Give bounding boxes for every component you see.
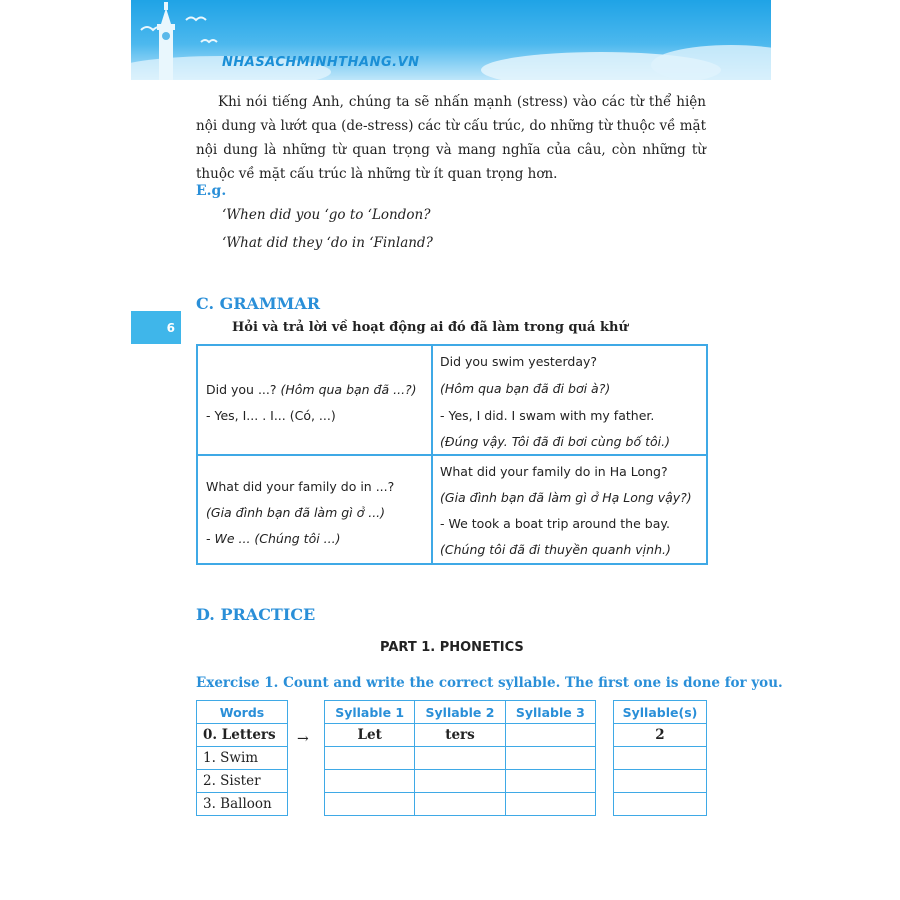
intro-paragraph — [196, 90, 706, 186]
publisher-brand: NHASACHMINHTHANG.VN — [222, 55, 420, 70]
syllable-cell: ters — [415, 724, 505, 747]
syllable-cell[interactable] — [505, 793, 595, 816]
exercise-title: Exercise 1. Count and write the correct syllable. The first one is done for you. — [196, 675, 783, 691]
syllable-header: Syllable 2 — [415, 701, 505, 724]
intro-text: Khi nói tiếng Anh, chúng ta sẽ nhấn mạnh (stress) vào các từ thể hiện nội dung và lướt qua (de-stress) các từ cấu trúc, do những từ thuộc về mặt nội dung là những từ quan trọng và mang nghĩa của câu, còn những từ thuộc về mặt cấu trúc là những từ ít quan trọng hơn. — [196, 94, 706, 182]
grammar-subtitle: Hỏi và trả lời về hoạt động ai đó đã làm trong quá khứ — [232, 320, 628, 335]
syllable-cell: Let — [325, 724, 415, 747]
grammar-cell-line: (Chúng tôi đã đi thuyền quanh vịnh.) — [440, 542, 671, 557]
count-cell: 2 — [614, 724, 707, 747]
syllable-cell[interactable] — [325, 747, 415, 770]
grammar-cell-line: Did you swim yesterday? — [440, 354, 598, 369]
syllable-cell[interactable] — [325, 793, 415, 816]
syllable-cell[interactable] — [505, 770, 595, 793]
count-cell[interactable] — [614, 770, 707, 793]
page-number-tab: 6 — [131, 311, 181, 344]
grammar-cell-line: - Yes, I did. I swam with my father. — [440, 408, 655, 423]
count-header: Syllable(s) — [614, 701, 707, 724]
syllables-table — [324, 700, 596, 816]
words-header: Words — [197, 701, 288, 724]
grammar-cell-line: (Hôm qua bạn đã đi bơi à?) — [440, 381, 611, 396]
word-cell: 3. Balloon — [197, 793, 288, 816]
example-line: ‘When did you ‘go to ‘London? — [222, 207, 431, 223]
grammar-cell-line: - Yes, I... . I... (Có, ...) — [206, 408, 336, 423]
count-cell[interactable] — [614, 747, 707, 770]
syllable-header: Syllable 1 — [325, 701, 415, 724]
syllable-cell[interactable] — [325, 770, 415, 793]
arrow-icon: → — [297, 731, 309, 747]
practice-title: D. PRACTICE — [196, 605, 316, 624]
grammar-cell-line: - We ... (Chúng tôi ...) — [206, 531, 341, 546]
syllable-cell[interactable] — [505, 747, 595, 770]
grammar-cell-line: (Gia đình bạn đã làm gì ở Hạ Long vậy?) — [440, 490, 692, 505]
syllable-header: Syllable 3 — [505, 701, 595, 724]
table-divider — [198, 454, 706, 456]
example-line: ‘What did they ‘do in ‘Finland? — [222, 235, 433, 251]
example-label: E.g. — [196, 183, 227, 199]
words-table — [196, 700, 288, 816]
part-title: PART 1. PHONETICS — [380, 640, 524, 655]
syllable-cell[interactable] — [505, 724, 595, 747]
word-cell: 1. Swim — [197, 747, 288, 770]
grammar-table — [196, 344, 708, 565]
grammar-cell-line: - We took a boat trip around the bay. — [440, 516, 670, 531]
grammar-cell-line: (Đúng vậy. Tôi đã đi bơi cùng bố tôi.) — [440, 434, 670, 449]
syllable-cell[interactable] — [415, 770, 505, 793]
word-cell: 2. Sister — [197, 770, 288, 793]
grammar-cell-line: Did you ...? (Hôm qua bạn đã ...?) — [206, 382, 417, 397]
grammar-title: C. GRAMMAR — [196, 294, 321, 313]
word-cell: 0. Letters — [197, 724, 288, 747]
count-table — [613, 700, 707, 816]
grammar-cell-line: (Gia đình bạn đã làm gì ở ...) — [206, 505, 386, 520]
count-cell[interactable] — [614, 793, 707, 816]
syllable-cell[interactable] — [415, 793, 505, 816]
grammar-cell-line: What did your family do in ...? — [206, 479, 395, 494]
grammar-cell-line: What did your family do in Ha Long? — [440, 464, 668, 479]
syllable-cell[interactable] — [415, 747, 505, 770]
